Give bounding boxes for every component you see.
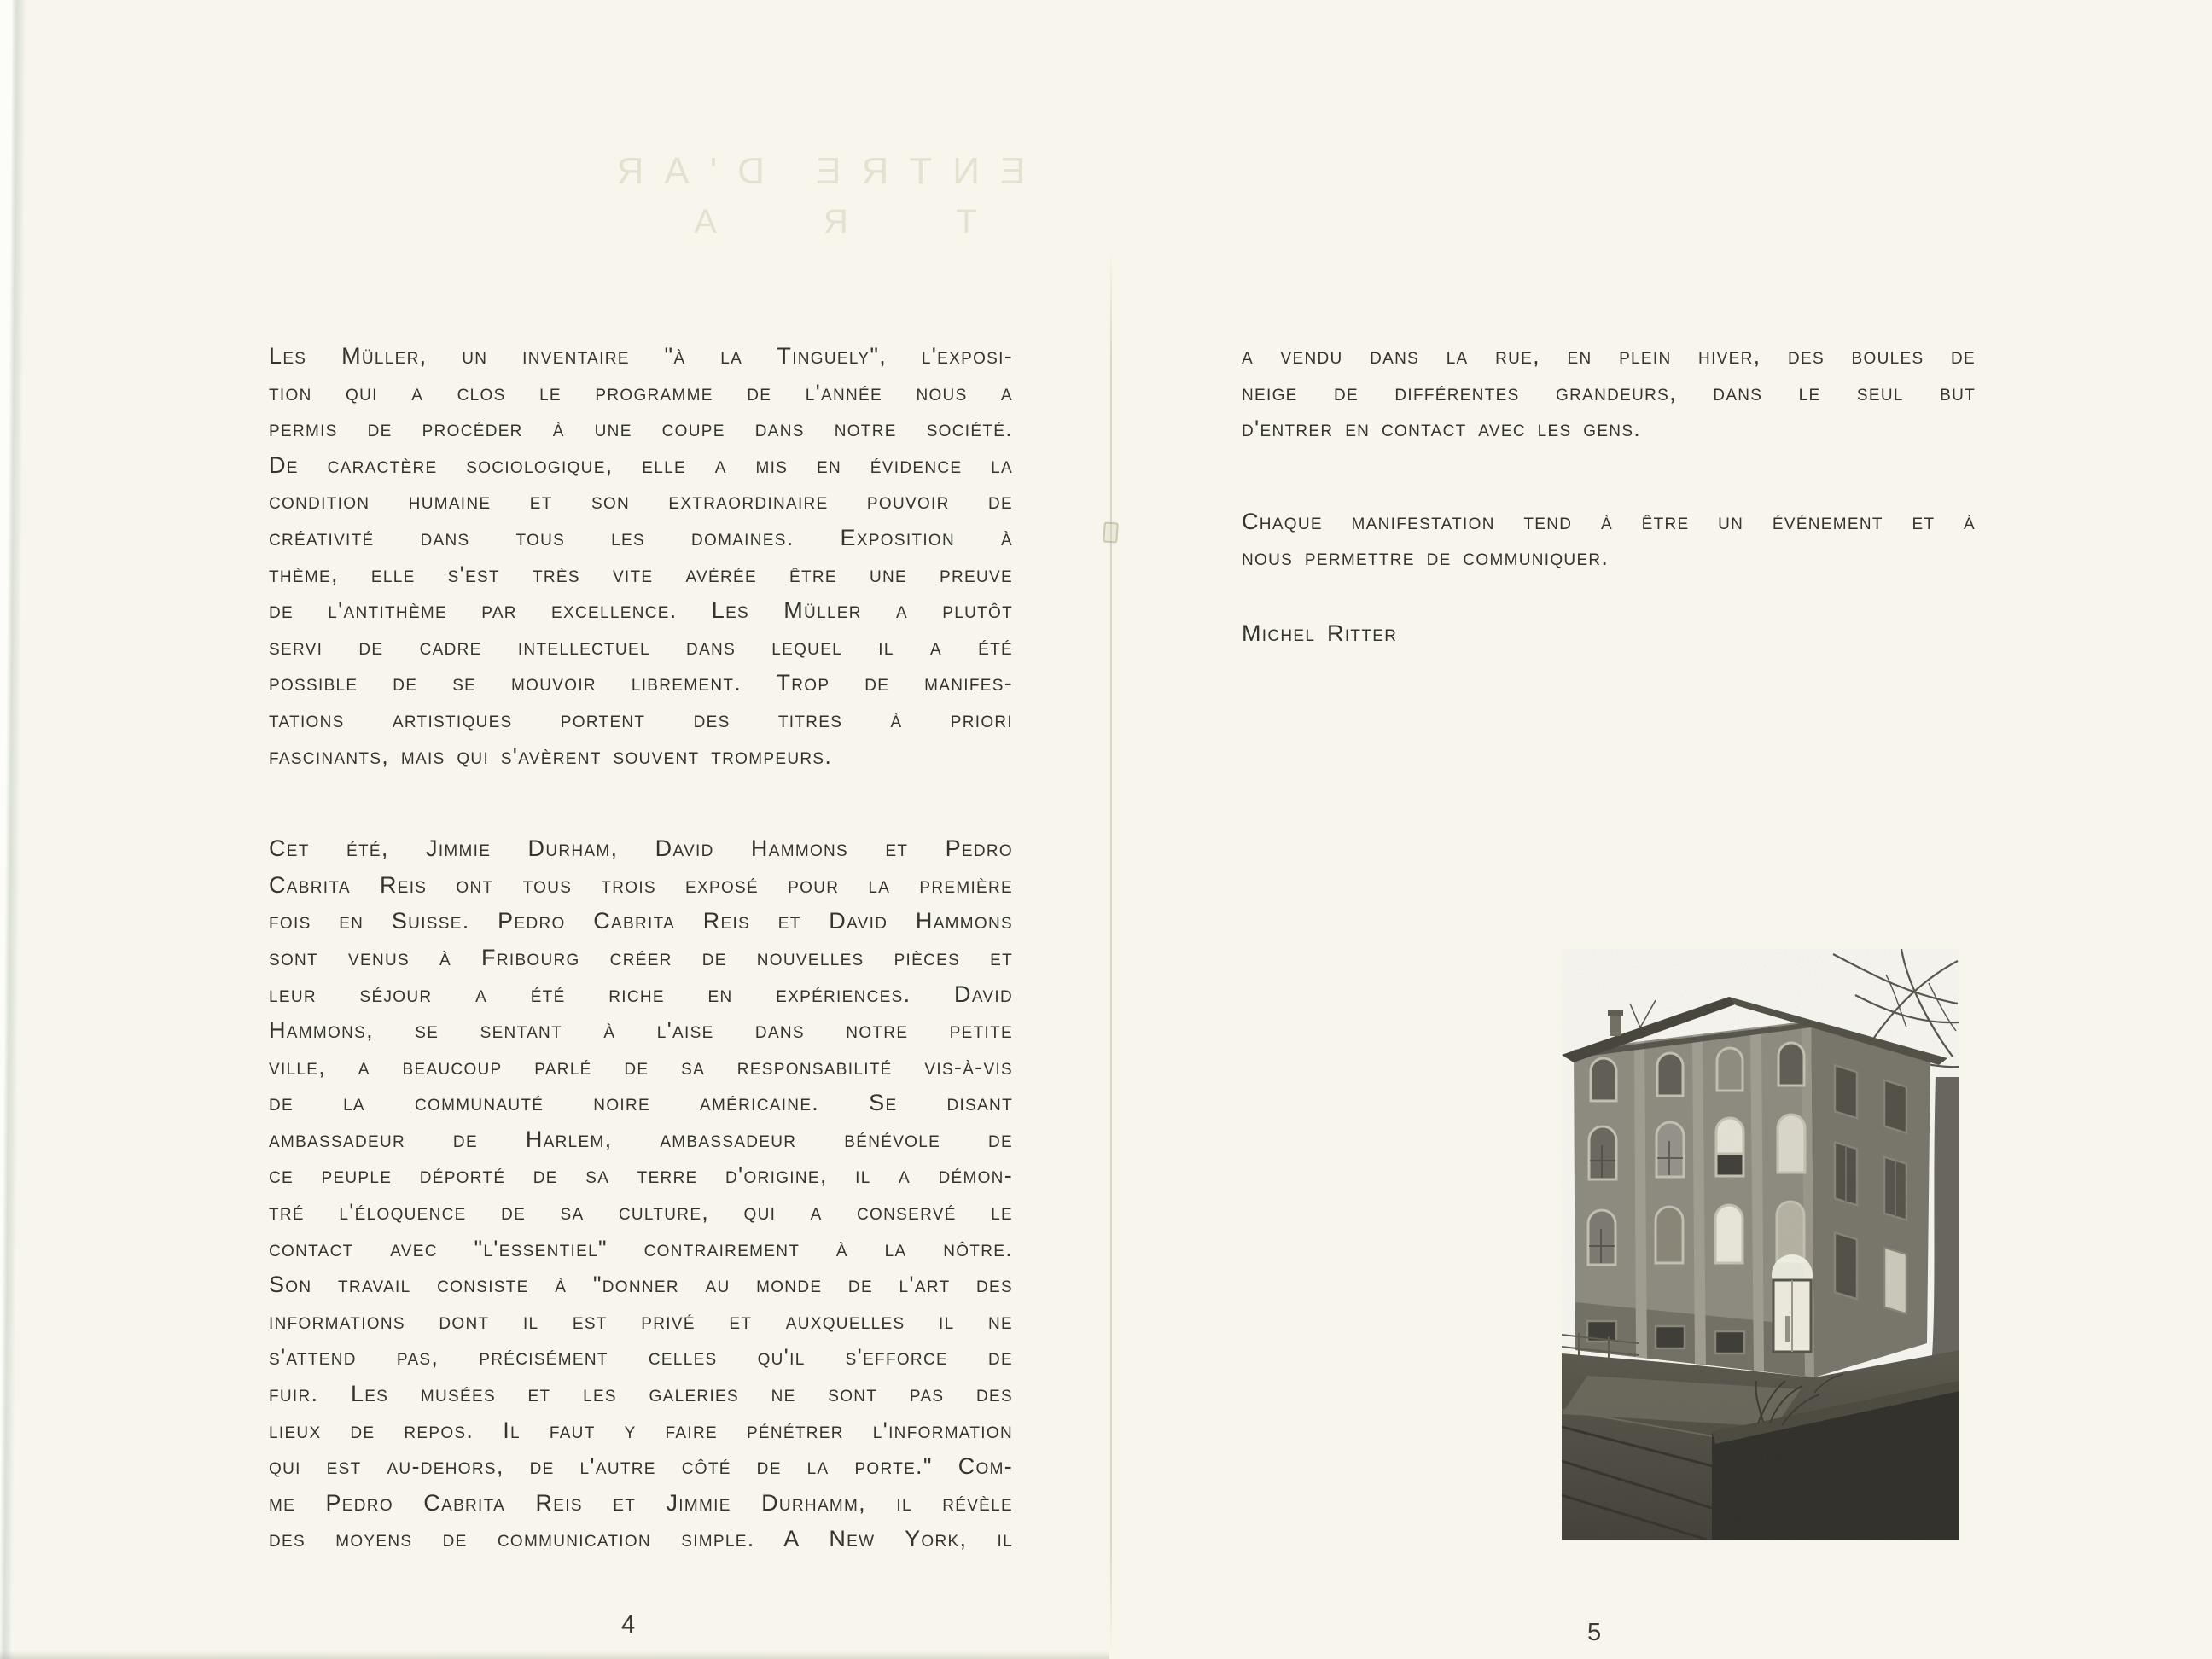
text-line: créativité dans tous les domaines. Exposition à <box>269 524 1013 550</box>
text-line: condition humaine et son extraordinaire pouvoir de <box>269 488 1013 515</box>
paragraph <box>269 338 1013 774</box>
text-line: thème, elle s'est très vite avérée être une preuve <box>269 561 1013 587</box>
text-line: lieux de repos. Il faut y faire pénétrer l'information <box>269 1417 1013 1443</box>
text-line: de la communauté noire américaine. Se disant <box>269 1090 1013 1116</box>
paragraph <box>1242 338 1976 447</box>
scan-bottom-shadow <box>0 1650 1109 1659</box>
text-line: s'attend pas, précisément celles qu'il s'efforce de <box>269 1344 1013 1371</box>
building-photo-illustration <box>1562 949 1959 1540</box>
text-line: leur séjour a été riche en expériences. David <box>269 981 1013 1007</box>
text-line: tré l'éloquence de sa culture, qui a conservé le <box>269 1199 1013 1225</box>
gutter-shadow <box>1110 247 1112 1656</box>
text-line: ville, a beaucoup parlé de sa responsabilité vis-à-vis <box>269 1053 1013 1080</box>
text-line: informations dont il est privé et auxquelles il ne <box>269 1307 1013 1334</box>
text-line: d'entrer en contact avec les gens. <box>1242 416 1642 442</box>
text-line: sont venus à Fribourg créer de nouvelles pièces et <box>269 944 1013 970</box>
text-line: qui est au-dehors, de l'autre côté de la porte." Com- <box>269 1453 1013 1480</box>
text-line: tion qui a clos le programme de l'année nous a <box>269 379 1013 405</box>
text-line: ce peuple déporté de sa terre d'origine, il a démon- <box>269 1162 1013 1189</box>
text-line: de l'antithème par excellence. Les Müller a plutôt <box>269 597 1013 624</box>
text-line: a vendu dans la rue, en plein hiver, des boules de <box>1242 343 1976 369</box>
text-line: fois en Suisse. Pedro Cabrita Reis et David Hammons <box>269 908 1013 934</box>
show-through-line: T R A <box>644 203 977 241</box>
paragraph <box>269 830 1013 1557</box>
page-number-left: 4 <box>621 1611 637 1639</box>
text-line: servi de cadre intellectuel dans lequel il a été <box>269 633 1013 660</box>
left-text-block <box>269 338 1013 1557</box>
text-line: Cabrita Reis ont tous trois exposé pour la première <box>269 871 1013 898</box>
text-line: Chaque manifestation tend à être un événement et à <box>1242 508 1976 534</box>
text-line: permis de procéder à une coupe dans notre société. <box>269 416 1013 442</box>
text-line: ambassadeur de Harlem, ambassadeur bénévole de <box>269 1126 1013 1152</box>
show-through-line: ENTRE D'AR <box>596 150 1026 192</box>
building-photo <box>1562 949 1959 1540</box>
signature <box>1242 615 1976 652</box>
text-line: tations artistiques portent des titres à priori <box>269 706 1013 732</box>
paragraph <box>1242 504 1976 576</box>
text-line: contact avec "l'essentiel" contrairement à la nôtre. <box>269 1235 1013 1261</box>
text-line: possible de se mouvoir librement. Trop de manifes- <box>269 670 1013 696</box>
text-line: Cet été, Jimmie Durham, David Hammons et Pedro <box>269 835 1013 862</box>
text-line: nous permettre de communiquer. <box>1242 544 1610 571</box>
show-through-text <box>512 150 1109 242</box>
text-line: Les Müller, un inventaire "à la Tinguely", l'exposi- <box>269 343 1013 369</box>
text-line: Son travail consiste à "donner au monde de l'art des <box>269 1272 1013 1298</box>
text-line: fascinants, mais qui s'avèrent souvent trompeurs. <box>269 742 833 769</box>
text-line: me Pedro Cabrita Reis et Jimmie Durhamm, il révèle <box>269 1489 1013 1516</box>
text-line: Hammons, se sentant à l'aise dans notre petite <box>269 1017 1013 1044</box>
text-line: neige de différentes grandeurs, dans le seul but <box>1242 379 1976 405</box>
right-text-block <box>1242 338 1976 652</box>
text-line: fuir. Les musées et les galeries ne sont pas des <box>269 1381 1013 1407</box>
text-line: De caractère sociologique, elle a mis en évidence la <box>269 451 1013 478</box>
text-line: Michel Ritter <box>1242 620 1398 646</box>
text-line: des moyens de communication simple. A New York, il <box>269 1526 1013 1552</box>
page-number-right: 5 <box>1587 1619 1604 1646</box>
staple-mark <box>1103 521 1119 543</box>
